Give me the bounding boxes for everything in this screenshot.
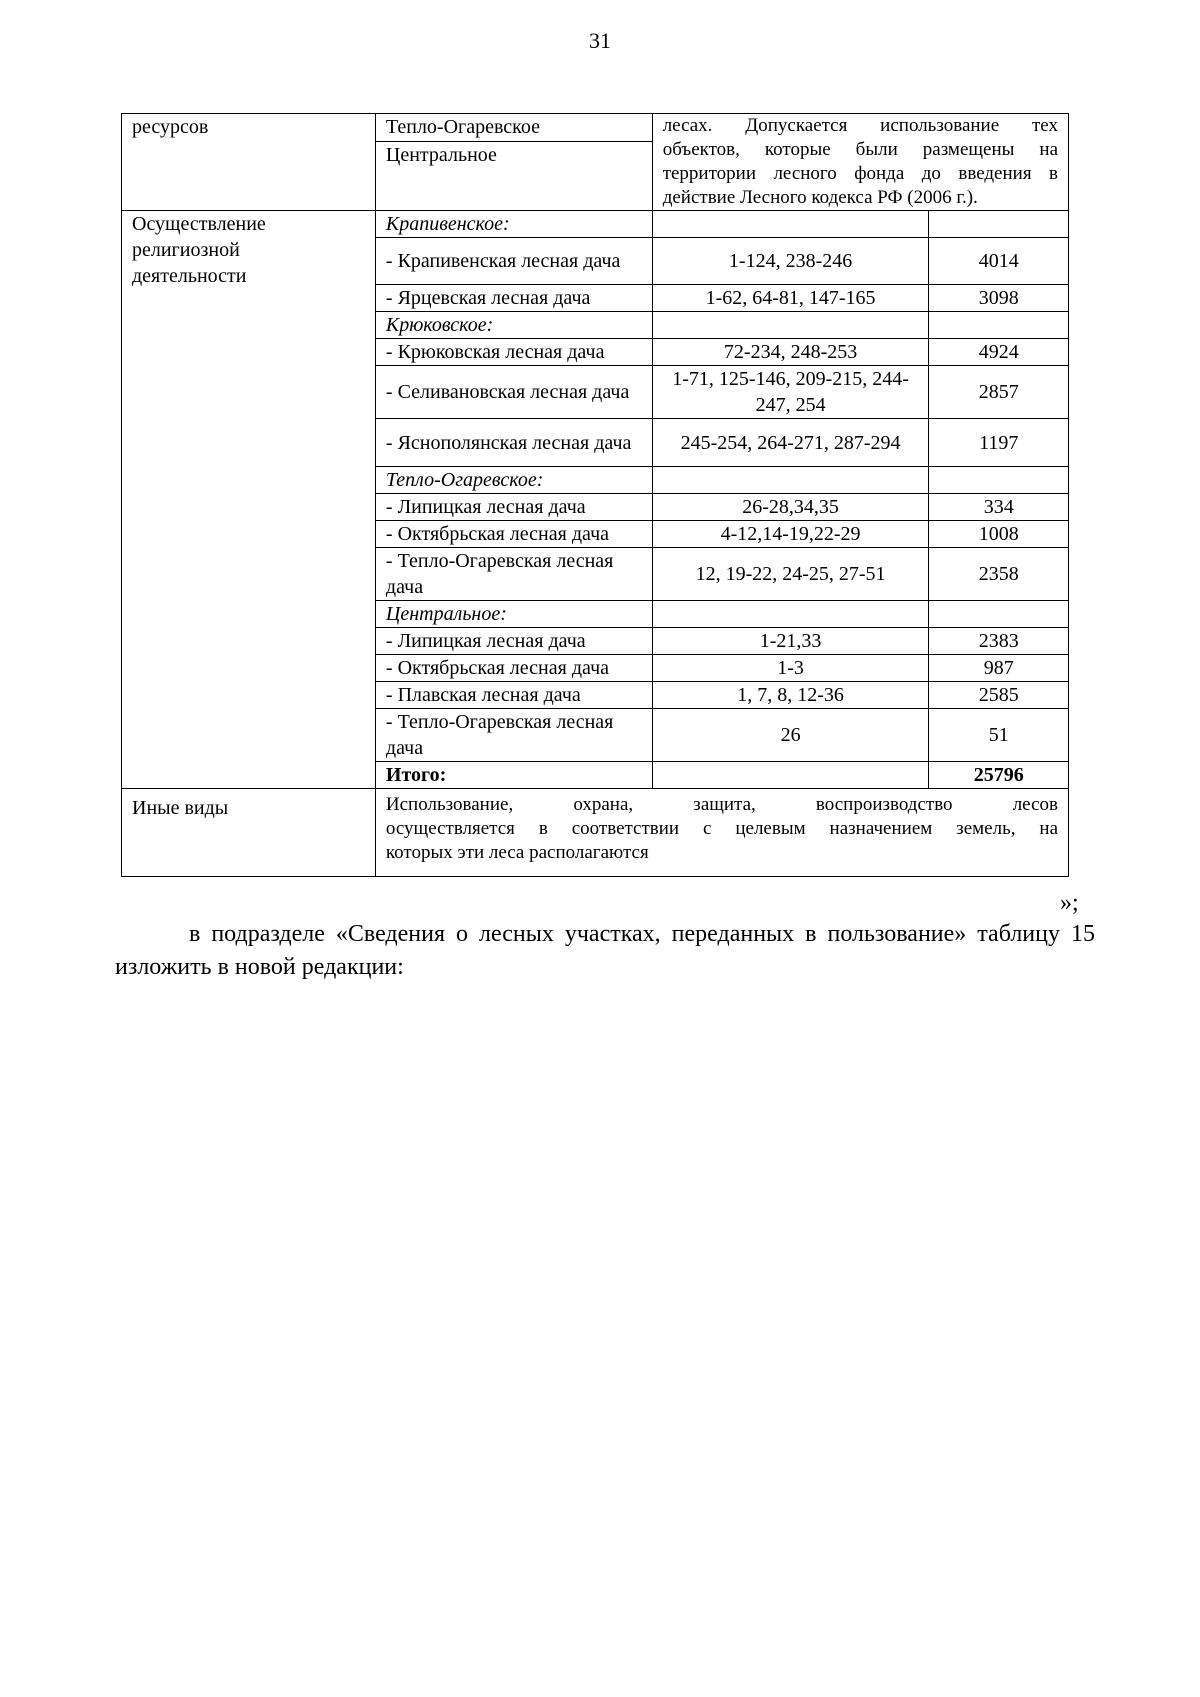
forest-dacha-name: - Крапивенская лесная дача: [375, 238, 652, 285]
forest-dacha-name: - Ярцевская лесная дача: [375, 285, 652, 312]
forest-dacha-name: - Липицкая лесная дача: [375, 628, 652, 655]
label-line: деятельности: [132, 265, 247, 287]
area-value: 2358: [929, 548, 1069, 601]
district-teplo-ogarevskoe: Тепло-Огаревское: [375, 114, 652, 142]
quarter-numbers: 26-28,34,35: [652, 494, 929, 521]
quarter-numbers: 26: [652, 709, 929, 762]
quarter-numbers: 1-3: [652, 655, 929, 682]
forest-dacha-name: - Селивановская лесная дача: [375, 366, 652, 419]
district-name: Тепло-Огаревское:: [375, 467, 652, 494]
district-name: Центральное:: [375, 601, 652, 628]
quarter-numbers: [652, 601, 929, 628]
quarter-numbers: 1-71, 125-146, 209-215, 244-247, 254: [652, 366, 929, 419]
district-name: Крюковское:: [375, 312, 652, 339]
note-line: территории лесного фонда до введения в: [662, 163, 1058, 184]
permission-note: [652, 114, 1068, 211]
area-value: 4014: [929, 238, 1069, 285]
quarter-numbers: [652, 467, 929, 494]
quarter-numbers: 1-62, 64-81, 147-165: [652, 285, 929, 312]
area-value: [929, 211, 1069, 238]
quarter-numbers: [652, 312, 929, 339]
forest-dacha-name: - Крюковская лесная дача: [375, 339, 652, 366]
quarter-numbers: 4-12,14-19,22-29: [652, 521, 929, 548]
forest-dacha-name: - Тепло-Огаревская лесная дача: [375, 548, 652, 601]
total-label: Итого:: [375, 762, 652, 789]
forest-use-table: [121, 113, 1069, 877]
label-line: религиозной: [132, 239, 240, 261]
forest-dacha-name: - Липицкая лесная дача: [375, 494, 652, 521]
forest-dacha-name: - Октябрьская лесная дача: [375, 655, 652, 682]
page-number: 31: [589, 28, 611, 53]
forest-dacha-name: - Тепло-Огаревская лесная дача: [375, 709, 652, 762]
area-value: 1197: [929, 419, 1069, 467]
table-row: [122, 211, 1069, 238]
district-centralnoe: Центральное: [375, 141, 652, 210]
area-value: 334: [929, 494, 1069, 521]
quarter-numbers: 1-21,33: [652, 628, 929, 655]
area-value: 3098: [929, 285, 1069, 312]
forest-dacha-name: - Яснополянская лесная дача: [375, 419, 652, 467]
quarter-numbers: 72-234, 248-253: [652, 339, 929, 366]
note-line: осуществляется в соответствии с целевым назначением земель, на: [385, 818, 1058, 839]
area-value: [929, 312, 1069, 339]
note-line: действие Лесного кодекса РФ (2006 г.).: [662, 187, 978, 208]
note-line: которых эти леса располагаются: [385, 842, 649, 863]
amendment-paragraph: в подразделе «Сведения о лесных участках, переданных в пользование» таблицу 15 изложить в новой редакции:: [115, 921, 1095, 980]
quarter-numbers: 1, 7, 8, 12-36: [652, 682, 929, 709]
quarter-numbers: 12, 19-22, 24-25, 27-51: [652, 548, 929, 601]
area-value: 1008: [929, 521, 1069, 548]
area-value: 4924: [929, 339, 1069, 366]
row-label-resources: ресурсов: [122, 114, 376, 211]
area-value: 2857: [929, 366, 1069, 419]
area-value: [929, 467, 1069, 494]
note-line: объектов, которые были размещены на: [662, 139, 1058, 160]
closing-quote: »;: [1060, 890, 1079, 916]
label-line: Осуществление: [132, 213, 266, 235]
area-value: [929, 601, 1069, 628]
quarter-numbers: 245-254, 264-271, 287-294: [652, 419, 929, 467]
district-name: Крапивенское:: [375, 211, 652, 238]
note-line: Использование, охрана, защита, воспроизводство лесов: [385, 794, 1058, 815]
total-area: 25796: [929, 762, 1069, 789]
forest-dacha-name: - Плавская лесная дача: [375, 682, 652, 709]
row-label-religious: [122, 211, 376, 789]
note-line: лесах. Допускается использование тех: [662, 115, 1058, 136]
area-value: 2585: [929, 682, 1069, 709]
quarter-numbers: [652, 762, 929, 789]
other-note: [375, 789, 1068, 877]
row-label-other: Иные виды: [122, 789, 376, 877]
quarter-numbers: 1-124, 238-246: [652, 238, 929, 285]
area-value: 2383: [929, 628, 1069, 655]
area-value: 51: [929, 709, 1069, 762]
forest-dacha-name: - Октябрьская лесная дача: [375, 521, 652, 548]
area-value: 987: [929, 655, 1069, 682]
quarter-numbers: [652, 211, 929, 238]
